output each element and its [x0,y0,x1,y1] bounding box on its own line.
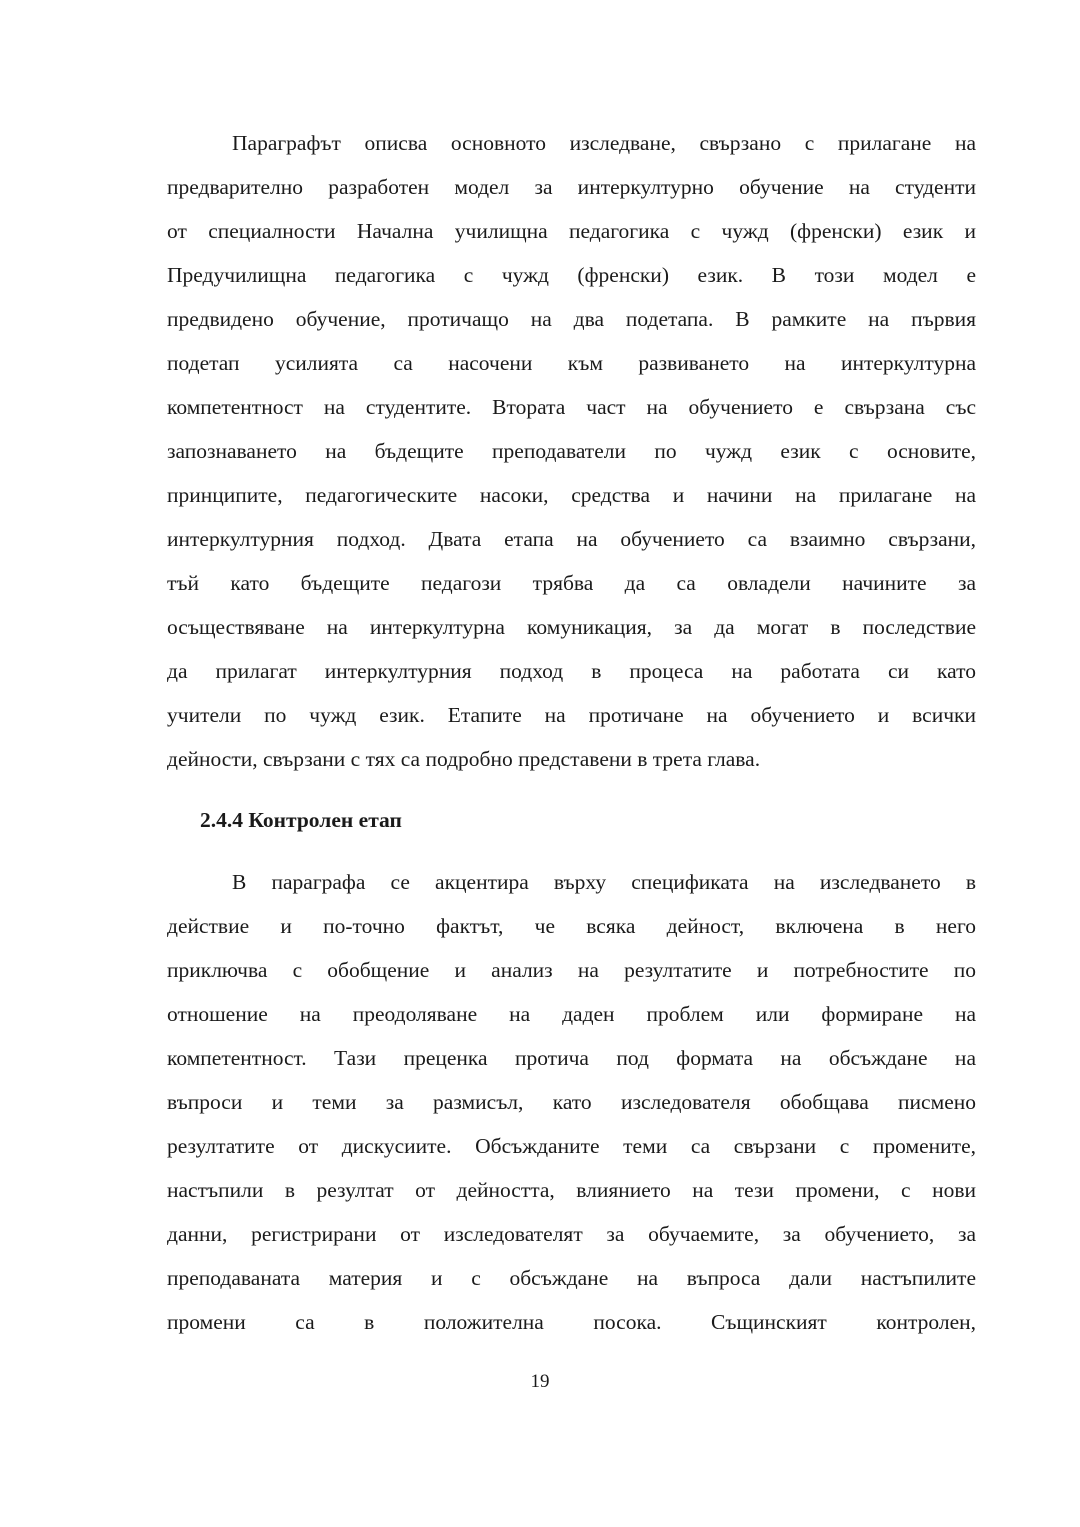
text-line: резултатите от дискусиите. Обсъжданите теми са свързани с промените, [167,1134,976,1158]
section-heading: 2.4.4 Контролен етап [200,808,402,832]
text-line: осъществяване на интеркултурна комуникация, за да могат в последствие [167,615,976,639]
text-line: учители по чужд език. Етапите на протичане на обучението и всички [167,703,976,727]
page-number: 19 [530,1371,550,1392]
text-line: Параграфът описва основното изследване, свързано с прилагане на [232,131,976,155]
text-line: да прилагат интеркултурния подход в процеса на работата си като [167,659,976,683]
text-line: компетентност. Тази преценка протича под формата на обсъждане на [167,1046,976,1070]
text-line: подетап усилията са насочени към развиването на интеркултурна [167,351,976,375]
text-line: преподаваната материя и с обсъждане на въпроса дали настъпилите [167,1266,976,1290]
text-line: предвидено обучение, протичащо на два подетапа. В рамките на първия [167,307,976,331]
text-line: от специалности Начална училищна педагогика с чужд (френски) език и [167,219,976,243]
text-line: запознаването на бъдещите преподаватели по чужд език с основите, [167,439,976,463]
text-line: отношение на преодоляване на даден проблем или формиране на [167,1002,976,1026]
text-line: въпроси и теми за размисъл, като изследователя обобщава писмено [167,1090,976,1114]
text-line: компетентност на студентите. Втората част на обучението е свързана със [167,395,976,419]
text-line: тъй като бъдещите педагози трябва да са овладели начините за [167,571,976,595]
text-line: интеркултурния подход. Двата етапа на обучението са взаимно свързани, [167,527,976,551]
text-line: приключва с обобщение и анализ на резултатите и потребностите по [167,958,976,982]
text-line: промени са в положителна посока. Същинският контролен, [167,1310,976,1334]
text-line: действие и по-точно фактът, че всяка дейност, включена в него [167,914,976,938]
text-line: Предучилищна педагогика с чужд (френски) език. В този модел е [167,263,976,287]
text-line: дейности, свързани с тях са подробно представени в трета глава. [167,747,761,771]
text-line: В параграфа се акцентира върху спецификата на изследването в [232,870,976,894]
text-line: настъпили в резултат от дейността, влиянието на тези промени, с нови [167,1178,976,1202]
text-line: принципите, педагогическите насоки, средства и начини на прилагане на [167,483,976,507]
text-line: предварително разработен модел за интеркултурно обучение на студенти [167,175,976,199]
text-line: данни, регистрирани от изследователят за обучаемите, за обучението, за [167,1222,976,1246]
